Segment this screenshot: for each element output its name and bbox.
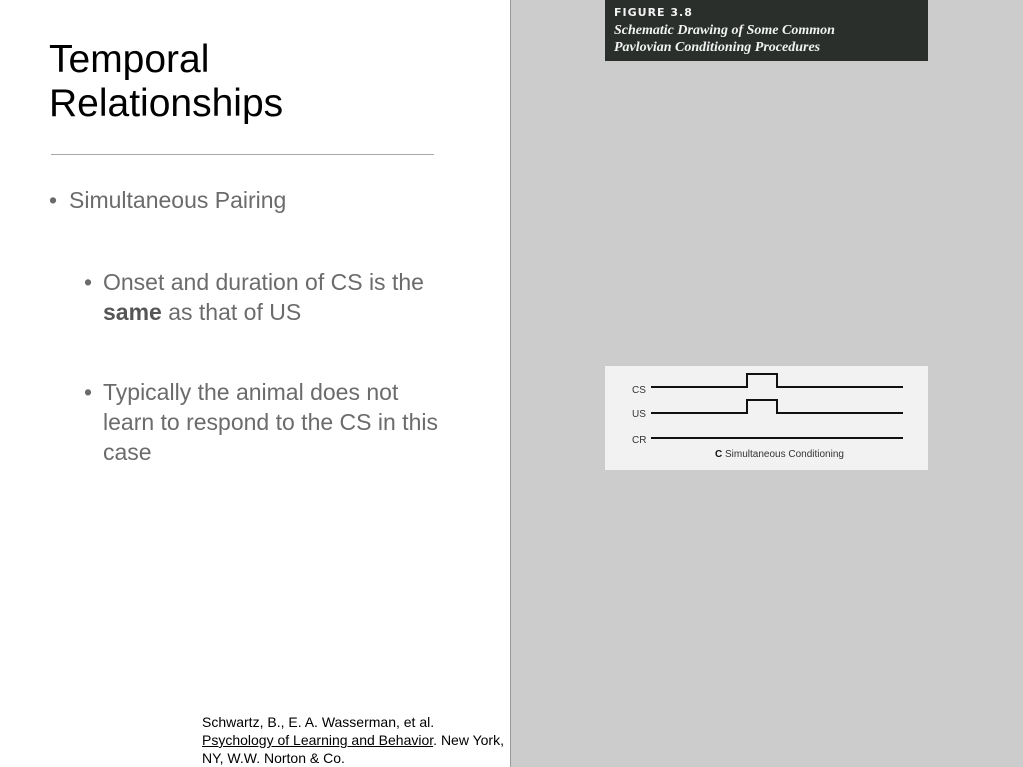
bullet-simultaneous-pairing — [49, 187, 286, 214]
bullet-marker: • — [84, 269, 93, 295]
sub-bullet-typically — [84, 377, 444, 467]
conditioning-diagram — [605, 366, 928, 470]
sub-bullet-onset — [84, 267, 444, 327]
sub-bullet-text: Typically the animal does not learn to respond to the CS in this case — [103, 379, 438, 465]
figure-caption-line-2: Pavlovian Conditioning Procedures — [614, 40, 821, 55]
title-divider — [51, 154, 434, 155]
row-label-cr: CR — [632, 435, 647, 446]
figure-label: FIGURE 3.8 — [614, 6, 693, 19]
citation-book-title: Psychology of Learning and Behavior — [202, 732, 434, 748]
citation — [202, 713, 507, 767]
citation-publisher: . New York, NY, W.W. Norton & Co. — [202, 732, 504, 766]
slide-title — [49, 38, 283, 126]
emphasis-same: same — [103, 299, 162, 325]
sub-bullet-text — [103, 267, 444, 327]
figure-caption-line-1: Schematic Drawing of Some Common — [614, 23, 835, 38]
sub-bullet-text-pre: Onset and duration of CS is the — [103, 269, 424, 295]
sub-bullet-text-post: as that of US — [168, 299, 302, 325]
us-trace — [651, 400, 903, 413]
bullet-marker: • — [84, 379, 93, 405]
title-line-2: Relationships — [49, 82, 284, 125]
citation-authors: Schwartz, B., E. A. Wasserman, et al. — [202, 714, 435, 730]
title-line-1: Temporal — [49, 38, 210, 81]
row-label-cs: CS — [632, 385, 646, 396]
slide-text-panel — [0, 0, 510, 767]
figure-header — [605, 0, 928, 61]
conditioning-diagram-svg — [605, 366, 928, 470]
cs-trace — [651, 374, 903, 387]
panel-letter: C — [715, 449, 723, 460]
panel-caption: Simultaneous Conditioning — [725, 449, 844, 460]
bullet-text: Simultaneous Pairing — [69, 187, 287, 213]
figure-caption — [614, 22, 835, 56]
row-label-us: US — [632, 409, 646, 420]
bullet-marker: • — [49, 187, 58, 213]
